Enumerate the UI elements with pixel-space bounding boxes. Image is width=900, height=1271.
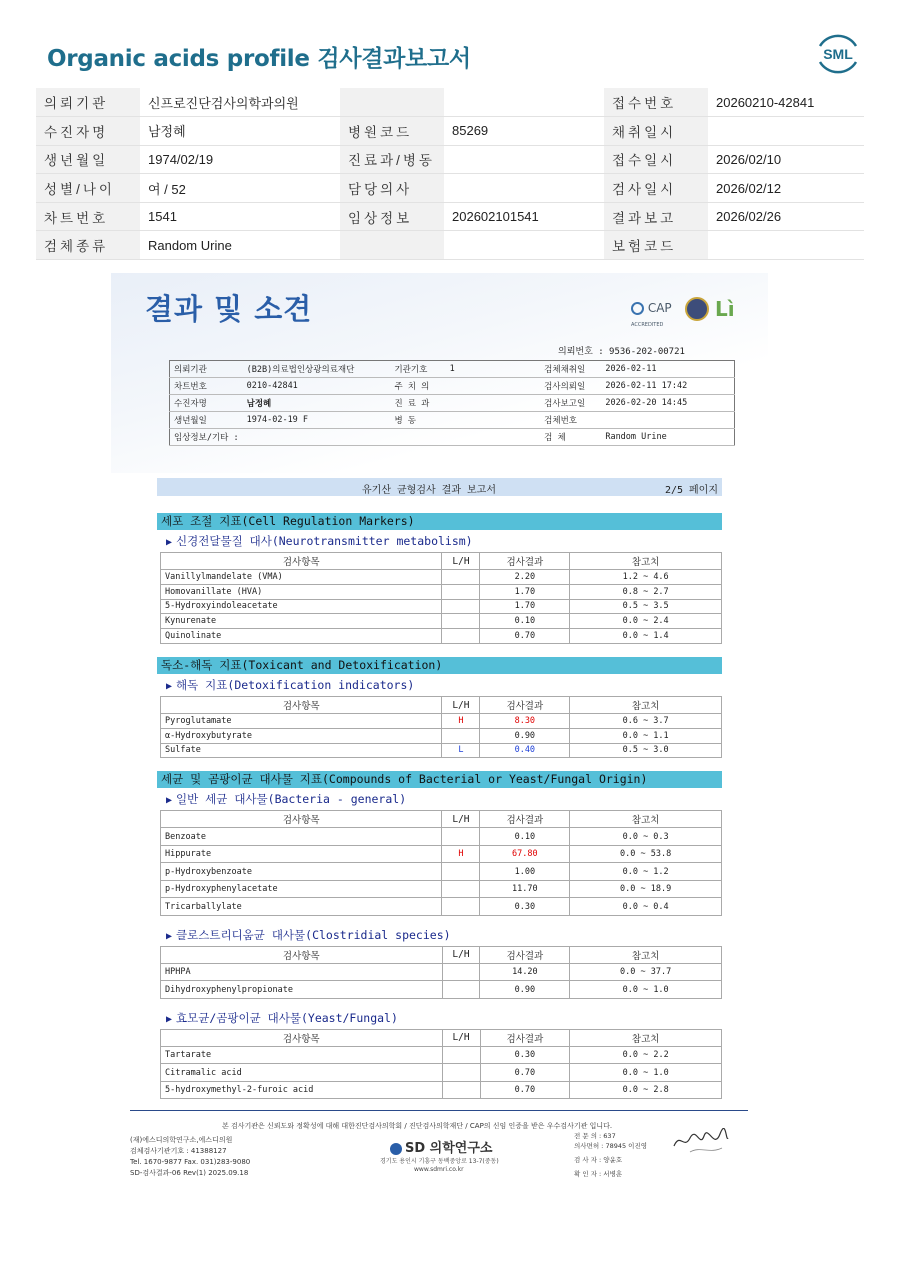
info-label [340,231,444,260]
cap-logo-text: CAP [647,301,672,315]
flag-cell [442,1046,480,1064]
report-title: 유기산 균형검사 결과 보고서 [362,485,496,496]
column-header: 검사결과 [480,946,570,963]
flag-cell [442,863,480,881]
subsection-header [166,1010,398,1026]
info-value: 85269 [444,117,604,146]
info-value [708,231,864,260]
footer-accreditation-note: 본 검사기관은 신뢰도와 정확성에 대해 대한진단검사의학회 / 진단검사의학재단 / CAP의 신임 인증을 받은 우수검사기관 입니다. [222,1122,613,1130]
flag-cell [442,1064,480,1082]
column-header: L/H [442,553,480,570]
flag-cell: H [442,714,480,729]
info-value [444,231,604,260]
info-value: 1541 [140,202,340,231]
inner-cell: 남정혜 [243,395,391,412]
inner-cell: 검체채취일 [540,361,601,378]
subsection-title: 신경전달물질 대사(Neurotransmitter metabolism) [176,534,473,548]
reference-range: 0.0 ~ 1.1 [570,728,722,743]
info-value: 1974/02/19 [140,145,340,174]
analyte-name: HPHPA [161,963,443,981]
info-row [36,145,864,174]
reference-range: 0.8 ~ 2.7 [570,584,722,599]
result-value: 0.90 [480,728,570,743]
info-label: 담당의사 [340,174,444,203]
reference-range: 0.6 ~ 3.7 [570,714,722,729]
info-label: 검사일시 [604,174,708,203]
patient-info-table [36,88,864,260]
info-row [36,231,864,260]
info-value: Random Urine [140,231,340,260]
result-value: 67.80 [480,845,570,863]
inner-cell [390,429,445,446]
results-table [160,696,722,758]
inner-cell: 기관기호 [390,361,445,378]
flag-cell: H [442,845,480,863]
inner-cell: 병 동 [390,412,445,429]
inner-patient-table [169,360,735,446]
triangle-bullet-icon: ▶ [166,681,173,692]
cap-logo-subtext: ACCREDITED [631,322,664,328]
column-header: 검사항목 [161,946,443,963]
info-row [36,202,864,231]
sd-lab-address: 경기도 용인시 기흥구 동백중앙로 13-7(중동) [380,1158,499,1165]
info-label: 결과보고 [604,202,708,231]
reference-range: 0.5 ~ 3.0 [570,743,722,758]
info-row [36,117,864,146]
info-value: 2026/02/12 [708,174,864,203]
result-value: 0.30 [480,1046,570,1064]
result-value: 0.70 [480,1064,570,1082]
column-header: 참고치 [570,1029,722,1046]
result-row [161,1046,722,1064]
result-row [161,584,722,599]
banner-title: 결과 및 소견 [145,292,313,326]
analyte-name: Kynurenate [161,614,442,629]
results-header-row [161,946,722,963]
result-row [161,963,722,981]
sd-lab-logo [390,1137,492,1156]
column-header: 참고치 [570,553,722,570]
signature-line: 검 사 자 : 양윤호 [574,1156,623,1164]
flag-cell [442,981,480,999]
info-value [444,88,604,117]
inner-cell: Random Urine [601,429,734,446]
info-value: 2026/02/10 [708,145,864,174]
signature-line: 전 문 의 : 637 [574,1132,616,1140]
result-value: 0.10 [480,828,570,846]
column-header: 검사결과 [480,697,570,714]
info-label: 진료과/병동 [340,145,444,174]
reference-range: 0.0 ~ 53.8 [570,845,722,863]
flag-cell [442,828,480,846]
info-label: 수진자명 [36,117,140,146]
info-label: 채취일시 [604,117,708,146]
inner-cell: 1 [446,361,541,378]
footer-info-line: SD-검사결과-06 Rev(1) 2025.09.18 [130,1169,249,1177]
inner-cell: 진 료 과 [390,395,445,412]
result-row [161,570,722,585]
signature-icon [670,1128,730,1154]
subsection-header [166,677,414,693]
reference-range: 0.0 ~ 1.2 [570,863,722,881]
signature-line: 의사면허 : 78945 이진영 [574,1142,648,1150]
reference-range: 0.0 ~ 2.8 [570,1081,722,1099]
analyte-name: Tartarate [161,1046,443,1064]
column-header: L/H [442,1029,480,1046]
results-table [160,552,722,644]
page-indicator: 2/5 페이지 [664,485,718,496]
column-header: L/H [442,811,480,828]
flag-cell [442,898,480,916]
results-header-row [161,697,722,714]
result-row [161,845,722,863]
section-header: 독소-해독 지표(Toxicant and Detoxification) [157,657,722,674]
sml-logo-text: SML [823,46,853,62]
result-value: 14.20 [480,963,570,981]
subsection-title: 해독 지표(Detoxification indicators) [176,678,415,692]
inner-cell: 2026-02-11 17:42 [601,378,734,395]
subsection-title: 클로스트리디움균 대사물(Clostridial species) [176,927,451,942]
inner-cell: 0210-42841 [243,378,391,395]
result-row [161,1064,722,1082]
inner-row [170,378,735,395]
result-row [161,743,722,758]
report-title-bar [157,478,722,496]
result-value: 0.90 [480,981,570,999]
result-row [161,863,722,881]
inner-cell: 2026-02-11 [601,361,734,378]
column-header: 검사항목 [161,553,442,570]
flag-cell [442,599,480,614]
info-label: 병원코드 [340,117,444,146]
analyte-name: Pyroglutamate [161,714,442,729]
result-value: 2.20 [480,570,570,585]
signature-block [574,1131,647,1179]
scanned-report [111,273,768,1183]
inner-row [170,395,735,412]
subsection-header [166,533,473,549]
reference-range: 0.0 ~ 0.4 [570,898,722,916]
info-row [36,174,864,203]
analyte-name: p-Hydroxyphenylacetate [161,880,442,898]
column-header: 검사항목 [161,811,442,828]
section-header: 세포 조절 지표(Cell Regulation Markers) [157,513,722,530]
cap-accredited-logo [631,301,672,329]
signature-line: 확 인 자 : 서병훈 [574,1170,623,1178]
analyte-name: Citramalic acid [161,1064,443,1082]
reference-range: 0.0 ~ 37.7 [570,963,722,981]
triangle-bullet-icon: ▶ [166,537,173,548]
inner-row [170,412,735,429]
reference-range: 0.0 ~ 1.0 [570,1064,722,1082]
inner-cell: 검체번호 [540,412,601,429]
result-row [161,714,722,729]
analyte-name: Benzoate [161,828,442,846]
inner-cell [601,412,734,429]
reference-range: 0.5 ~ 3.5 [570,599,722,614]
analyte-name: p-Hydroxybenzoate [161,863,442,881]
results-header-row [161,1029,722,1046]
column-header: 검사결과 [480,553,570,570]
analyte-name: Homovanillate (HVA) [161,584,442,599]
flag-cell [442,614,480,629]
inner-cell: 생년월일 [170,412,243,429]
subsection-header [166,927,451,943]
analyte-name: Tricarballylate [161,898,442,916]
results-table [160,946,722,999]
reference-range: 0.0 ~ 1.0 [570,981,722,999]
flag-cell: L [442,743,480,758]
subsection-header [166,791,406,807]
result-value: 8.30 [480,714,570,729]
column-header: 참고치 [570,697,722,714]
section-header: 세균 및 곰팡이균 대사물 지표(Compounds of Bacterial or Yeast/Fungal Origin) [157,771,722,788]
info-value: 2026/02/26 [708,202,864,231]
result-row [161,599,722,614]
result-row [161,880,722,898]
reference-range: 1.2 ~ 4.6 [570,570,722,585]
info-label [340,88,444,117]
inner-cell: 임상정보/기타 : [170,429,243,446]
result-value: 0.10 [480,614,570,629]
column-header: 검사항목 [161,697,442,714]
results-table [160,810,722,916]
result-value: 0.70 [480,1081,570,1099]
inner-cell [243,429,391,446]
reference-range: 0.0 ~ 2.2 [570,1046,722,1064]
result-value: 0.40 [480,743,570,758]
subsection-title: 일반 세균 대사물(Bacteria - general) [176,792,407,807]
flag-cell [442,1081,480,1099]
info-value: 신프로진단검사의학과의원 [140,88,340,117]
result-row [161,728,722,743]
sd-lab-name: SD 의학연구소 [405,1141,493,1156]
inner-cell: 검사의뢰일 [540,378,601,395]
reference-range: 0.0 ~ 2.4 [570,614,722,629]
reference-range: 0.0 ~ 1.4 [570,629,722,644]
inner-cell [446,378,541,395]
inner-cell: 주 치 의 [390,378,445,395]
seal-icon [685,297,709,321]
sd-lab-website: www.sdmri.co.kr [414,1166,464,1173]
page-title: Organic acids profile 검사결과보고서 [47,46,471,72]
column-header: 검사결과 [480,1029,570,1046]
flag-cell [442,728,480,743]
info-label: 검체종류 [36,231,140,260]
inner-cell [446,395,541,412]
column-header: 검사항목 [161,1029,443,1046]
result-row [161,1081,722,1099]
analyte-name: Dihydroxyphenylpropionate [161,981,443,999]
info-row [36,88,864,117]
result-value: 0.30 [480,898,570,916]
info-label: 성별/나이 [36,174,140,203]
reference-range: 0.0 ~ 0.3 [570,828,722,846]
result-value: 11.70 [480,880,570,898]
inner-cell [446,429,541,446]
results-table [160,1029,722,1100]
info-label: 생년월일 [36,145,140,174]
triangle-bullet-icon: ▶ [166,795,173,807]
info-value: 20260210-42841 [708,88,864,117]
inner-cell: 1974-02-19 F [243,412,391,429]
triangle-bullet-icon: ▶ [166,1013,173,1025]
info-label: 임상정보 [340,202,444,231]
analyte-name: α-Hydroxybutyrate [161,728,442,743]
inner-cell: (B2B)의료법인상광의료재단 [243,361,391,378]
request-number-value: 9536-202-00721 [609,347,685,357]
analyte-name: Vanillylmandelate (VMA) [161,570,442,585]
flag-cell [442,963,480,981]
inner-cell: 검 체 [540,429,601,446]
inner-row [170,361,735,378]
info-label: 접수일시 [604,145,708,174]
result-value: 0.70 [480,629,570,644]
column-header: L/H [442,946,480,963]
request-number-label: 의뢰번호 : [558,347,604,357]
flag-cell [442,570,480,585]
result-value: 1.70 [480,599,570,614]
reference-range: 0.0 ~ 18.9 [570,880,722,898]
info-value [708,117,864,146]
sml-logo [812,30,864,76]
info-label: 보험코드 [604,231,708,260]
analyte-name: Quinolinate [161,629,442,644]
results-header-row [161,811,722,828]
result-value: 1.70 [480,584,570,599]
info-value: 여 / 52 [140,174,340,203]
cap-ring-icon [631,302,644,315]
column-header: L/H [442,697,480,714]
inner-cell: 수진자명 [170,395,243,412]
column-header: 검사결과 [480,811,570,828]
footer-divider [130,1110,748,1111]
column-header: 참고치 [570,946,722,963]
column-header: 참고치 [570,811,722,828]
result-row [161,898,722,916]
flag-cell [442,629,480,644]
analyte-name: 5-Hydroxyindoleacetate [161,599,442,614]
inner-cell: 2026-02-20 14:45 [601,395,734,412]
info-label: 접수번호 [604,88,708,117]
info-value [444,145,604,174]
inner-cell: 검사보고일 [540,395,601,412]
result-row [161,981,722,999]
info-label: 차트번호 [36,202,140,231]
footer-info-line: (재)에스디의학연구소,에스디의원 [130,1136,233,1144]
footer-lab-info [130,1135,250,1179]
inner-cell: 차트번호 [170,378,243,395]
result-row [161,629,722,644]
info-value: 202602101541 [444,202,604,231]
flag-cell [442,880,480,898]
request-number [558,344,685,357]
inner-cell [446,412,541,429]
analyte-name: 5-hydroxymethyl-2-furoic acid [161,1081,443,1099]
result-row [161,828,722,846]
analyte-name: Sulfate [161,743,442,758]
footer-info-line: 검체검사기관기호 : 41388127 [130,1147,227,1155]
results-header-row [161,553,722,570]
flag-cell [442,584,480,599]
sd-logo-icon [390,1143,402,1155]
info-value: 남정혜 [140,117,340,146]
inner-row [170,429,735,446]
footer-info-line: Tel. 1670-9877 Fax. 031)283-9080 [130,1158,251,1166]
info-value [444,174,604,203]
info-label: 의뢰기관 [36,88,140,117]
subsection-title: 효모균/곰팡이균 대사물(Yeast/Fungal) [176,1010,398,1025]
result-value: 1.00 [480,863,570,881]
analyte-name: Hippurate [161,845,442,863]
triangle-bullet-icon: ▶ [166,930,173,942]
li-logo-icon: Lì [715,297,735,321]
inner-cell: 의뢰기관 [170,361,243,378]
result-row [161,614,722,629]
